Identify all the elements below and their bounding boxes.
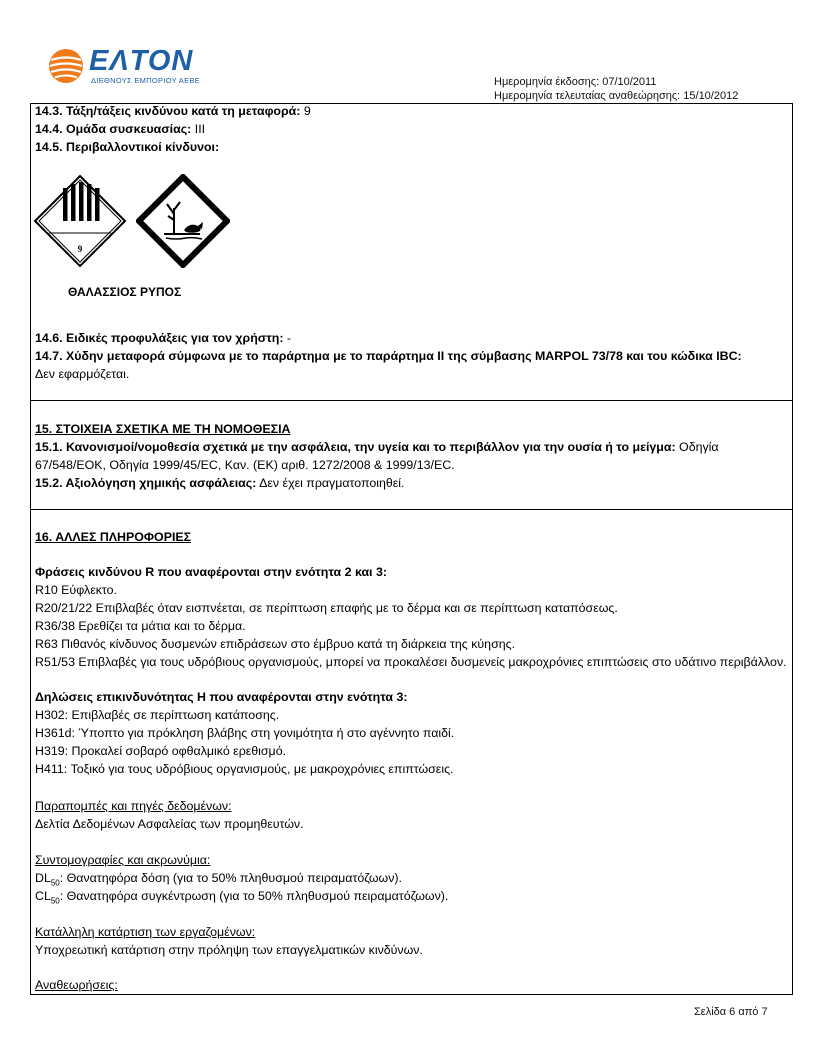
section-15-heading: 15. ΣΤΟΙΧΕΙΑ ΣΧΕΤΙΚΑ ΜΕ ΤΗ ΝΟΜΟΘΕΣΙΑ [35,422,291,436]
bulk-transport-value: Δεν εφαρμόζεται. [35,367,130,381]
safety-assessment-label: 15.2. Αξιολόγηση χημικής ασφάλειας: [35,476,257,490]
h-statement-item: H361d: Ύποπτο για πρόκληση βλάβης στη γονιμότητα ή στο αγέννητο παιδί. [35,726,455,740]
regulations-value-start: Οδηγία [675,440,719,454]
dl50-subscript: 50 [50,878,60,888]
h-statements-heading-text: Δηλώσεις επικινδυνότητας Η που αναφέρονται στην ενότητα 3: [35,690,408,704]
env-hazards-line [35,139,219,157]
hazard-class-line [35,103,311,121]
section-16-heading: 16. ΑΛΛΕΣ ΠΛΗΡΟΦΟΡΙΕΣ [35,530,192,544]
safety-assessment-line [35,475,405,493]
section-15-title [35,421,290,439]
training-value: Υποχρεωτική κατάρτιση στην πρόληψη των επαγγελματικών κινδύνων. [35,943,423,957]
packing-group-line [35,121,205,139]
section-divider [30,400,793,401]
user-precautions-value: - [283,331,292,345]
safety-assessment-value: Δεν έχει πραγματοποιηθεί. [256,476,405,490]
issue-date: Ημερομηνία έκδοσης: 07/10/2011 [494,76,657,88]
h-statement-item: H411: Τοξικό για τους υδρόβιους οργανισμούς, με μακροχρόνιες επιπτώσεις. [35,762,454,776]
references-heading: Παραπομπές και πηγές δεδομένων: [35,799,232,813]
abbreviations-heading: Συντομογραφίες και ακρωνύμια: [35,853,211,867]
company-logo [47,43,207,93]
hazard-class-value: 9 [300,104,311,118]
env-hazards-label: 14.5. Περιβαλλοντικοί κίνδυνοι: [35,140,220,154]
dl50-text: : Θανατηφόρα δόση (για το 50% πληθυσμού πειραματόζωων). [59,871,402,885]
revision-date: Ημερομηνία τελευταίας αναθεώρησης: 15/10/2012 [494,90,739,102]
r-phrases-heading [35,564,387,582]
bulk-transport-line [35,348,742,366]
regulations-line [35,439,719,457]
r-phrase-item: R51/53 Επιβλαβές για τους υδρόβιους οργανισμούς, μπορεί να προκαλέσει δυσμενείς μακροχρόνιες επιπτώσεις στο υδάτινο περιβάλλον. [35,655,787,669]
r-phrase-item: R63 Πιθανός κίνδυνος δυσμενών επιδράσεων στο έμβρυο κατά τη διάρκεια της κύησης. [35,637,516,651]
environment-hazard-icon [136,174,230,268]
regulations-value-cont: 67/548/ΕΟΚ, Οδηγία 1999/45/EC, Καν. (ΕΚ) αριθ. 1272/2008 & 1999/13/EC. [35,458,455,472]
cl50-prefix: CL [35,889,51,903]
document-dates [494,75,738,103]
user-precautions-line [35,330,291,348]
section-divider [30,509,793,510]
h-statement-item: H319: Προκαλεί σοβαρό οφθαλμικό ερεθισμό. [35,744,287,758]
marine-pollutant-caption: ΘΑΛΑΣΣΙΟΣ ΡΥΠΟΣ [68,285,182,299]
section-16-title [35,529,191,547]
bulk-transport-label: 14.7. Χύδην μεταφορά σύμφωνα με το παράρτημα με το παράρτημα ΙΙ της σύμβασης MARPOL 73/78 και του κώδικα IBC: [35,349,742,363]
user-precautions-label: 14.6. Ειδικές προφυλάξεις για τον χρήστη: [35,331,284,345]
page-number: Σελίδα 6 από 7 [694,1006,768,1018]
r-phrase-item: R10 Εύφλεκτο. [35,583,117,597]
packing-group-label: 14.4. Ομάδα συσκευασίας: [35,122,192,136]
training-heading: Κατάλληλη κατάρτιση των εργαζομένων: [35,925,256,939]
revisions-heading: Αναθεωρήσεις: [35,978,118,992]
logo-subtitle: ΔΙΕΘΝΟΥΣ ΕΜΠΟΡΙΟΥ ΑΕΒΕ [91,76,200,85]
sun-logo-icon [47,47,85,85]
logo-wordmark: EΛTON [89,45,194,77]
r-phrases-heading-text: Φράσεις κινδύνου R που αναφέρονται στην ενότητα 2 και 3: [35,565,387,579]
references-value: Δελτία Δεδομένων Ασφαλείας των προμηθευτών. [35,817,304,831]
regulations-label: 15.1. Κανονισμοί/νομοθεσία σχετικά με την ασφάλεια, την υγεία και το περιβάλλον για την ουσία ή το μείγμα: [35,440,676,454]
r-phrase-item: R36/38 Ερεθίζει τα μάτια και το δέρμα. [35,619,246,633]
cl50-text: : Θανατηφόρα συγκέντρωση (για το 50% πληθυσμού πειραματόζωων). [59,889,449,903]
packing-group-value: III [191,122,206,136]
hazard-class-label: 14.3. Τάξη/τάξεις κινδύνου κατά τη μεταφορά: [35,104,301,118]
cl50-subscript: 50 [50,896,60,906]
dl50-prefix: DL [35,871,51,885]
h-statements-heading [35,689,407,707]
h-statement-item: H302: Επιβλαβές σε περίπτωση κατάποσης. [35,708,280,722]
r-phrase-item: R20/21/22 Επιβλαβές όταν εισπνέεται, σε περίπτωση επαφής με το δέρμα και σε περίπτωση καταπόσεως. [35,601,618,615]
class-9-number: 9 [77,244,83,254]
cl50-definition [35,888,448,910]
class-9-hazard-icon [33,174,127,268]
